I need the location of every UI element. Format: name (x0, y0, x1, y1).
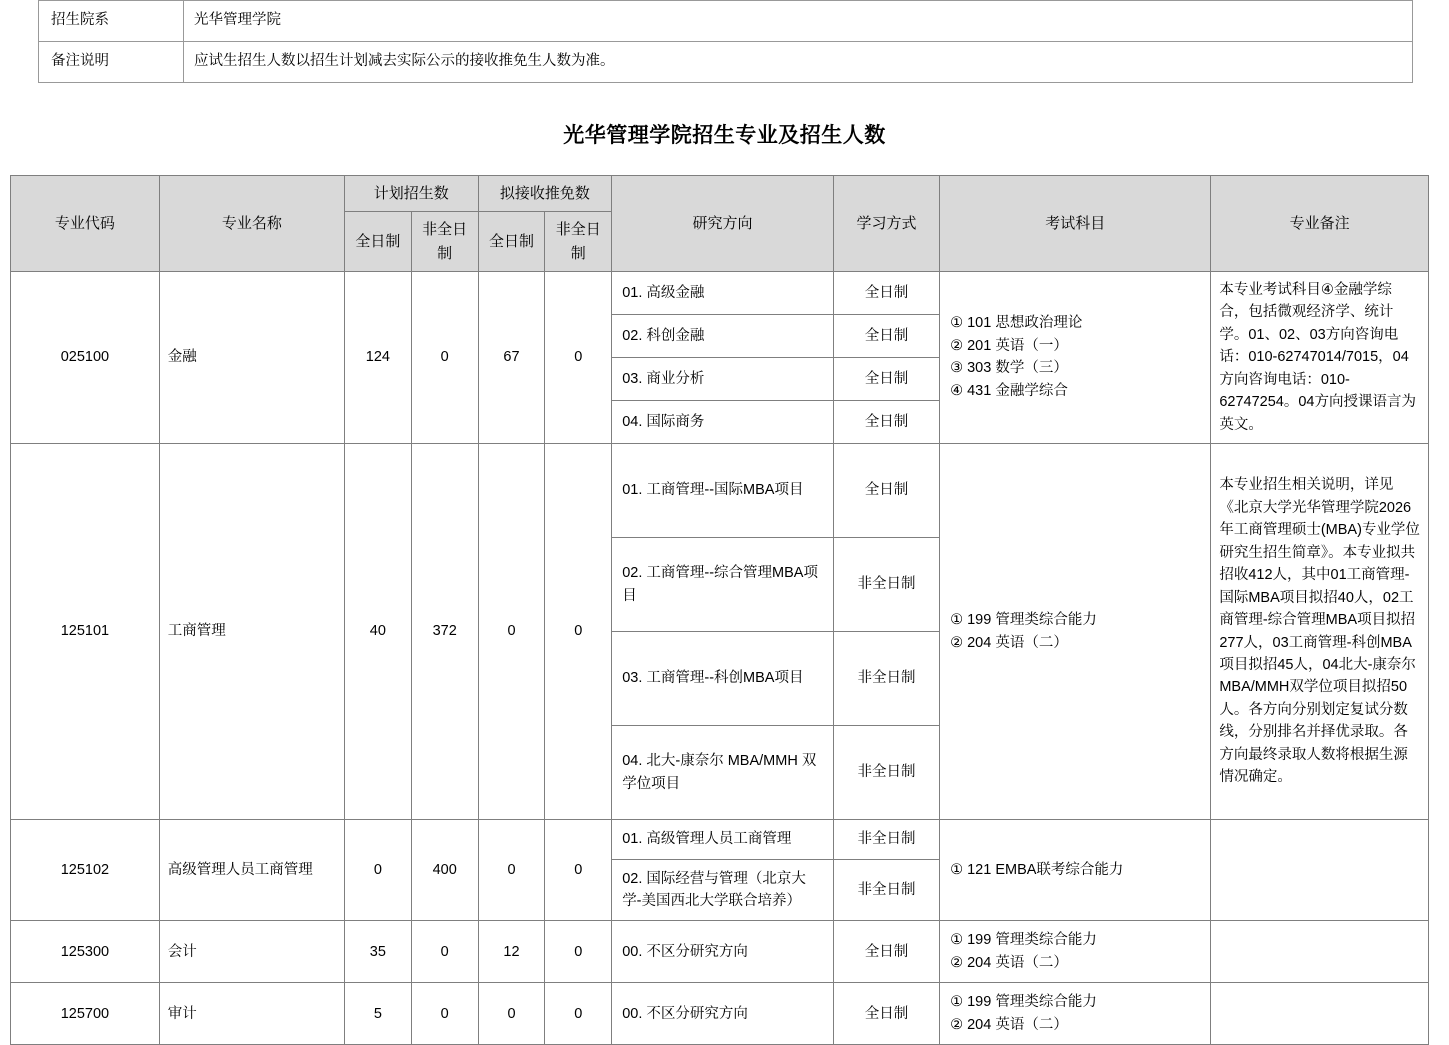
cell-direction: 02. 国际经营与管理（北京大学-美国西北大学联合培养） (612, 859, 834, 921)
cell-plan-full: 0 (344, 820, 411, 921)
table-row (11, 983, 1429, 1045)
exam-subject-line: ② 204 英语（二） (950, 1016, 1068, 1033)
cell-plan-full: 35 (344, 921, 411, 983)
cell-direction: 00. 不区分研究方向 (612, 983, 834, 1045)
cell-exam-subjects (940, 444, 1211, 820)
cell-study-mode: 全日制 (833, 983, 939, 1045)
cell-major-name: 会计 (159, 921, 344, 983)
cell-major-name: 金融 (159, 271, 344, 443)
cell-direction: 04. 国际商务 (612, 400, 834, 443)
cell-study-mode: 非全日制 (833, 859, 939, 921)
exam-subject-line: ① 199 管理类综合能力 (950, 932, 1097, 949)
cell-plan-part: 0 (411, 983, 478, 1045)
table-row (11, 444, 1429, 538)
cell-direction: 01. 工商管理--国际MBA项目 (612, 444, 834, 538)
info-label-remark: 备注说明 (39, 42, 184, 83)
cell-plan-full: 5 (344, 983, 411, 1045)
exam-subject-line: ② 204 英语（二） (950, 954, 1068, 971)
col-header-plan-full-time: 全日制 (344, 212, 411, 272)
cell-major-name: 工商管理 (159, 444, 344, 820)
table-row (11, 921, 1429, 983)
cell-study-mode: 非全日制 (833, 632, 939, 726)
table-row (39, 1, 1413, 42)
cell-major-note: 本专业考试科目④金融学综合，包括微观经济学、统计学。01、02、03方向咨询电话：010-62747014/7015，04方向咨询电话：010-62747254。04方向授课语言为英文。 (1211, 271, 1429, 443)
cell-exam-subjects (940, 820, 1211, 921)
table-row (11, 271, 1429, 314)
col-header-exam-subjects: 考试科目 (940, 176, 1211, 272)
col-header-major-name: 专业名称 (159, 176, 344, 272)
cell-study-mode: 全日制 (833, 314, 939, 357)
table-row (11, 820, 1429, 859)
cell-major-note (1211, 921, 1429, 983)
cell-tuimian-part: 0 (545, 983, 612, 1045)
exam-subject-line: ② 201 英语（一） (950, 337, 1068, 354)
exam-subject-line: ③ 303 数学（三） (950, 360, 1068, 377)
col-header-plan-group: 计划招生数 (344, 176, 478, 212)
cell-major-note (1211, 983, 1429, 1045)
cell-major-code: 125700 (11, 983, 160, 1045)
cell-major-name: 审计 (159, 983, 344, 1045)
cell-tuimian-full: 12 (478, 921, 545, 983)
exam-subject-line: ② 204 英语（二） (950, 634, 1068, 651)
col-header-direction: 研究方向 (612, 176, 834, 272)
info-value-remark: 应试生招生人数以招生计划减去实际公示的接收推免生人数为准。 (184, 42, 1413, 83)
cell-direction: 03. 工商管理--科创MBA项目 (612, 632, 834, 726)
cell-exam-subjects (940, 921, 1211, 983)
cell-tuimian-full: 0 (478, 444, 545, 820)
cell-tuimian-part: 0 (545, 271, 612, 443)
cell-tuimian-part: 0 (545, 921, 612, 983)
cell-direction: 01. 高级管理人员工商管理 (612, 820, 834, 859)
admission-majors-table (10, 175, 1429, 1045)
cell-plan-full: 40 (344, 444, 411, 820)
col-header-major-note: 专业备注 (1211, 176, 1429, 272)
cell-major-code: 125101 (11, 444, 160, 820)
page-title: 光华管理学院招生专业及招生人数 (563, 124, 886, 147)
cell-exam-subjects (940, 983, 1211, 1045)
cell-direction: 04. 北大-康奈尔 MBA/MMH 双学位项目 (612, 726, 834, 820)
cell-direction: 02. 工商管理--综合管理MBA项目 (612, 538, 834, 632)
cell-study-mode: 全日制 (833, 271, 939, 314)
cell-plan-full: 124 (344, 271, 411, 443)
cell-direction: 03. 商业分析 (612, 357, 834, 400)
col-header-major-code: 专业代码 (11, 176, 160, 272)
cell-major-name: 高级管理人员工商管理 (159, 820, 344, 921)
cell-tuimian-part: 0 (545, 820, 612, 921)
cell-study-mode: 全日制 (833, 921, 939, 983)
table-row (39, 42, 1413, 83)
cell-plan-part: 372 (411, 444, 478, 820)
cell-plan-part: 0 (411, 921, 478, 983)
exam-subject-line: ① 121 EMBA联考综合能力 (950, 862, 1124, 878)
cell-study-mode: 非全日制 (833, 726, 939, 820)
cell-study-mode: 全日制 (833, 444, 939, 538)
cell-major-code: 125300 (11, 921, 160, 983)
exam-subject-line: ① 199 管理类综合能力 (950, 994, 1097, 1011)
cell-tuimian-full: 67 (478, 271, 545, 443)
col-header-tuimian-full-time: 全日制 (478, 212, 545, 272)
col-header-study-mode: 学习方式 (833, 176, 939, 272)
col-header-tuimian-group: 拟接收推免数 (478, 176, 612, 212)
cell-plan-part: 400 (411, 820, 478, 921)
cell-major-code: 125102 (11, 820, 160, 921)
cell-tuimian-full: 0 (478, 820, 545, 921)
exam-subject-line: ① 199 管理类综合能力 (950, 612, 1097, 629)
cell-study-mode: 非全日制 (833, 538, 939, 632)
col-header-plan-part-time: 非全日制 (411, 212, 478, 272)
exam-subject-line: ④ 431 金融学综合 (950, 382, 1068, 399)
cell-tuimian-part: 0 (545, 444, 612, 820)
cell-tuimian-full: 0 (478, 983, 545, 1045)
cell-plan-part: 0 (411, 271, 478, 443)
cell-study-mode: 非全日制 (833, 820, 939, 859)
cell-major-note (1211, 820, 1429, 921)
cell-direction: 01. 高级金融 (612, 271, 834, 314)
cell-major-note: 本专业招生相关说明，详见《北京大学光华管理学院2026年工商管理硕士(MBA)专业学位研究生招生简章》。本专业拟共招收412人，其中01工商管理-国际MBA项目拟招40人，02工商管理-综合管理MBA项目拟招277人，03工商管理-科创MBA项目拟招45人，04北大-康奈尔MBA/MMH双学位项目拟招50人。各方向分别划定复试分数线，分别排名并择优录取。各方向最终录取人数将根据生源情况确定。 (1211, 444, 1429, 820)
cell-study-mode: 全日制 (833, 400, 939, 443)
cell-direction: 02. 科创金融 (612, 314, 834, 357)
info-label-department: 招生院系 (39, 1, 184, 42)
cell-direction: 00. 不区分研究方向 (612, 921, 834, 983)
program-info-table (38, 0, 1413, 83)
cell-exam-subjects (940, 271, 1211, 443)
exam-subject-line: ① 101 思想政治理论 (950, 315, 1083, 332)
cell-study-mode: 全日制 (833, 357, 939, 400)
cell-major-code: 025100 (11, 271, 160, 443)
col-header-tuimian-part-time: 非全日制 (545, 212, 612, 272)
table-header-row-main (11, 176, 1429, 212)
info-value-department: 光华管理学院 (184, 1, 1413, 42)
